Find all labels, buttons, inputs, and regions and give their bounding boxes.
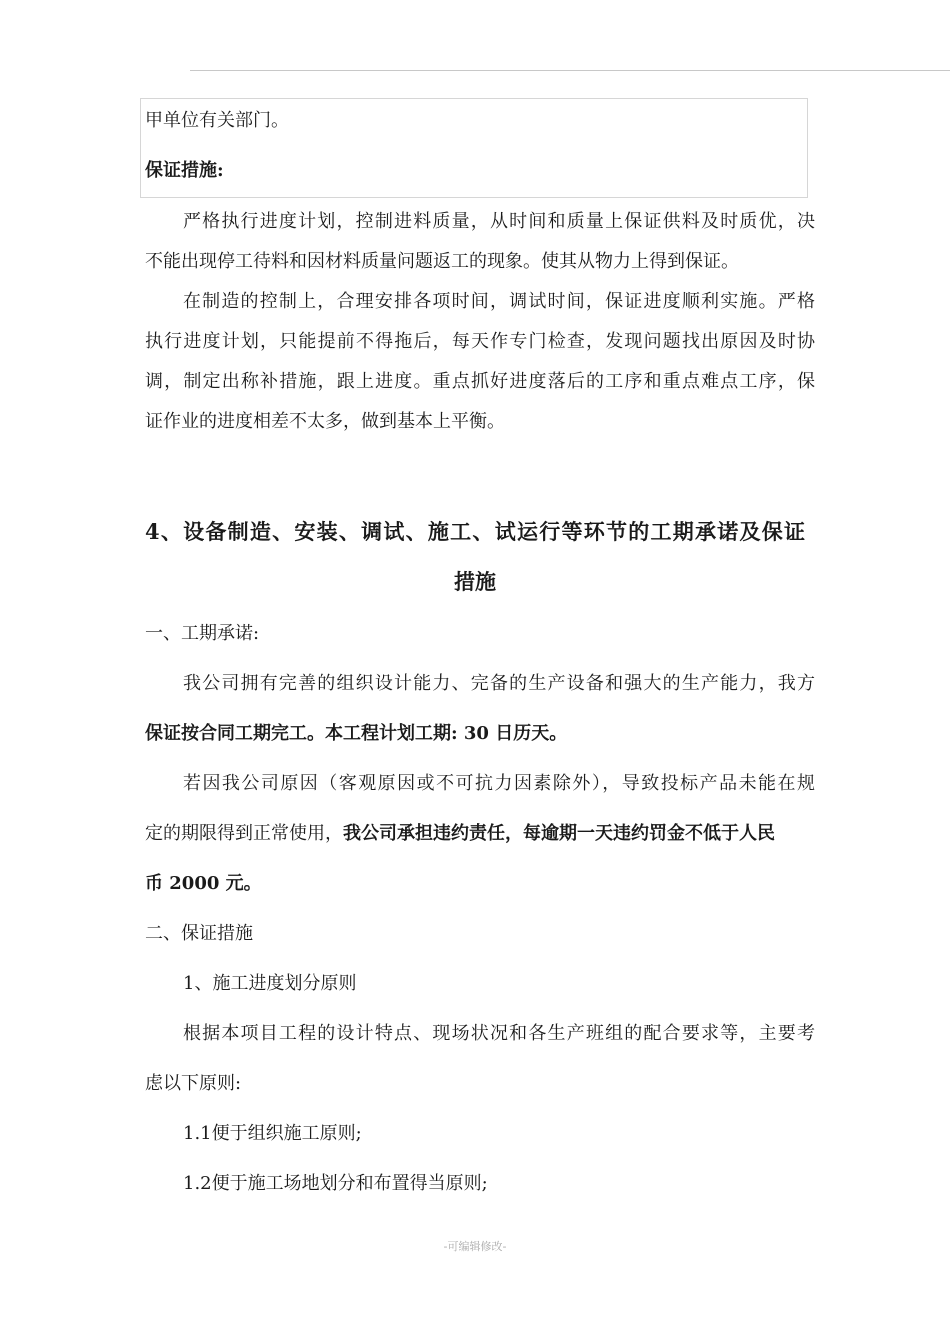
paragraph-line-bold: 币 2000 元。 [145,873,262,894]
page-footer: -可编辑修改- [443,1240,507,1253]
paragraph-line: 证作业的进度相差不太多，做到基本上平衡。 [145,411,505,432]
header-rule [190,70,950,71]
subsection-title: 二、保证措施 [145,923,253,944]
list-item: 1.2便于施工场地划分和布置得当原则; [183,1173,488,1194]
paragraph-line: 调，制定出称补措施，跟上进度。重点抓好进度落后的工序和重点难点工序，保 [145,371,815,392]
paragraph-line-bold: 保证按合同工期完工。本工程计划工期: 30 日历天。 [145,723,568,744]
paragraph-line [145,822,775,846]
paragraph-line: 根据本项目工程的设计特点、现场状况和各生产班组的配合要求等，主要考 [183,1023,815,1044]
paragraph-line: 执行进度计划，只能提前不得拖后，每天作专门检查，发现问题找出原因及时协 [145,331,815,352]
paragraph-line: 严格执行进度计划，控制进料质量，从时间和质量上保证供料及时质优，决 [183,211,815,232]
paragraph-line: 在制造的控制上，合理安排各项时间，调试时间，保证进度顺利实施。严格 [183,291,815,312]
section-heading: 4、设备制造、安装、调试、施工、试运行等环节的工期承诺及保证 [145,519,805,544]
paragraph-line: 不能出现停工待料和因材料质量问题返工的现象。使其从物力上得到保证。 [145,251,739,272]
paragraph-line: 我公司拥有完善的组织设计能力、完备的生产设备和强大的生产能力，我方 [183,673,815,694]
subsection-item: 1、施工进度划分原则 [183,973,357,994]
subsection-title: 一、工期承诺: [145,623,260,644]
section-label-guarantee: 保证措施: [145,160,224,181]
text-bold: 我公司承担违约责任，每逾期一天违约罚金不低于人民 [343,823,775,844]
list-item: 1.1便于组织施工原则; [183,1123,362,1144]
text-normal: 定的期限得到正常使用， [145,823,343,844]
section-heading-continued: 措施 [454,569,496,594]
text-line: 甲单位有关部门。 [145,110,289,131]
paragraph-line: 虑以下原则: [145,1073,242,1094]
paragraph-line: 若因我公司原因（客观原因或不可抗力因素除外），导致投标产品未能在规 [183,773,815,794]
